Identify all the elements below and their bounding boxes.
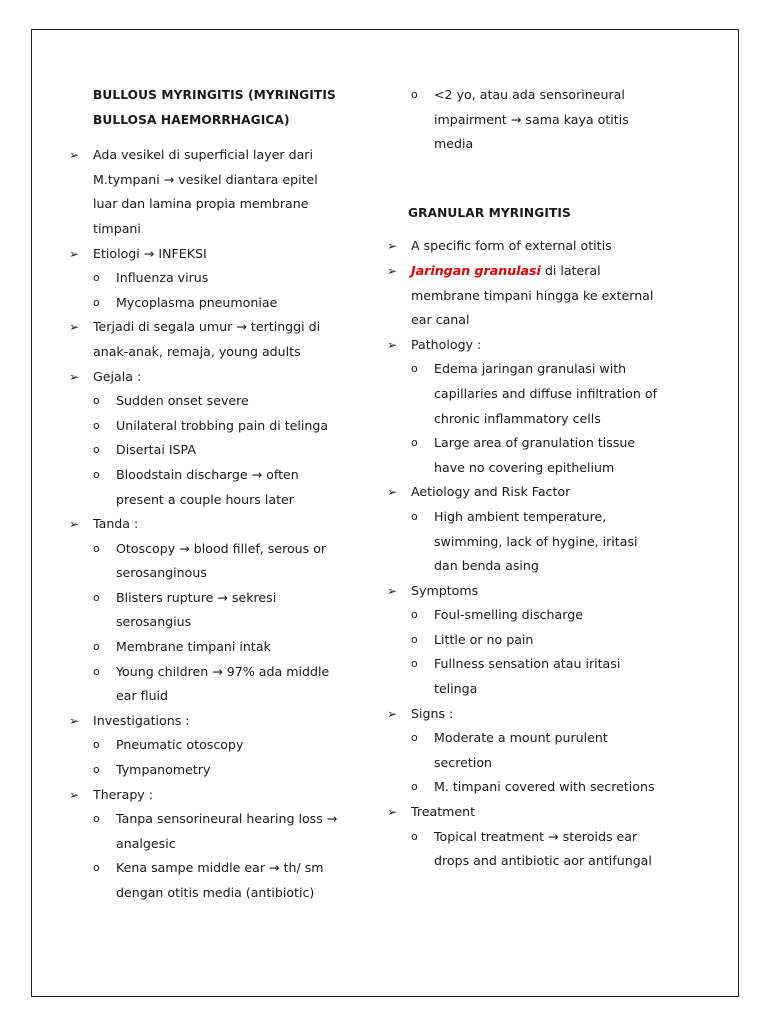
item-text-line: Bloodstain discharge → often [116,466,299,482]
arrow-bullet-icon: ➢ [69,148,80,163]
item-text-line: M.tympani → vesikel diantara epitel [93,171,318,187]
list-item [383,259,688,333]
sub-list-item [383,431,688,480]
circle-bullet-icon: o [411,509,418,523]
item-text-line: timpani [93,220,141,236]
item-text-line: <2 yo, atau ada sensorineural [434,87,625,102]
arrow-bullet-icon: ➢ [387,706,398,721]
sub-list-item [65,758,365,783]
sub-list-item [383,83,688,157]
list-item [383,480,688,505]
list-item [383,702,688,727]
item-text-line: dan benda asing [434,558,539,574]
item-text: di lateral [540,262,601,278]
item-text-line: dengan otitis media (antibiotic) [116,885,315,900]
item-text-line: chronic inflammatory cells [434,410,601,426]
item-text-line: Otoscopy → blood fillef, serous or [116,540,327,556]
arrow-bullet-icon: ➢ [69,713,80,728]
arrow-bullet-icon: ➢ [69,246,80,261]
list-item [383,579,688,604]
circle-bullet-icon: o [93,664,100,678]
circle-bullet-icon: o [411,362,418,376]
sub-list-item [65,733,365,758]
item-text-line: Tanpa sensorineural hearing loss → [116,811,338,827]
item-text-line: analgesic [116,835,176,851]
circle-bullet-icon: o [411,780,418,794]
heading-line: BULLOUS MYRINGITIS (MYRINGITIS [93,88,336,102]
circle-bullet-icon: o [93,861,100,875]
list-item [383,800,688,825]
bullet-list-continued [383,83,688,157]
sub-list-item [65,438,365,463]
list-item [65,143,365,241]
section-heading-granular-myringitis: GRANULAR MYRINGITIS [408,205,571,220]
item-text-line: Mycoplasma pneumoniae [116,294,278,310]
item-text-line: Pneumatic otoscopy [116,737,244,753]
sub-list-item [65,291,365,316]
circle-bullet-icon: o [93,640,100,654]
sub-list-item [65,586,365,635]
sub-list-item [65,463,365,512]
item-text-line: Kena sampe middle ear → th/ sm [116,860,324,876]
circle-bullet-icon: o [93,812,100,826]
sub-list-item [383,825,688,874]
arrow-bullet-icon: ➢ [69,369,80,384]
item-text-line: Pathology : [411,336,482,352]
arrow-bullet-icon: ➢ [387,805,398,820]
arrow-bullet-icon: ➢ [69,787,80,802]
circle-bullet-icon: o [411,829,418,843]
circle-bullet-icon: o [411,657,418,671]
item-text-line: Membrane timpani intak [116,639,271,655]
sub-list-item [383,652,688,701]
bullet-list [65,143,365,905]
item-text-line: M. timpani covered with secretions [434,779,655,795]
circle-bullet-icon: o [93,738,100,752]
item-text-line: serosangius [116,614,192,630]
circle-bullet-icon: o [93,443,100,457]
list-item [65,783,365,808]
item-text-line: Aetiology and Risk Factor [411,484,571,500]
item-text-line: have no covering epithelium [434,459,615,475]
sub-list-item [383,505,688,579]
arrow-bullet-icon: ➢ [69,517,80,532]
item-text-line: Young children → 97% ada middle [116,663,330,679]
circle-bullet-icon: o [411,436,418,450]
section-heading-bullous-myringitis [65,83,365,132]
bullet-list [383,234,688,873]
item-text-line: drops and antibiotic aor antifungal [434,853,652,869]
circle-bullet-icon: o [93,295,100,309]
arrow-bullet-icon: ➢ [387,337,398,352]
item-text-line: Large area of granulation tissue [434,435,636,451]
sub-list-item [383,726,688,775]
arrow-bullet-icon: ➢ [387,239,398,254]
item-text-line: capillaries and diffuse infiltration of [434,385,658,401]
item-text-line: Therapy : [93,786,154,802]
list-item [383,234,688,259]
circle-bullet-icon: o [411,731,418,745]
circle-bullet-icon: o [411,88,418,101]
sub-list-item [383,628,688,653]
item-text-line: Signs : [411,705,454,721]
sub-list-item [65,537,365,586]
item-text-line: Little or no pain [434,631,534,647]
sub-list-item [65,414,365,439]
list-item [65,315,365,364]
item-text-line: Foul-smelling discharge [434,607,583,623]
circle-bullet-icon: o [93,590,100,604]
circle-bullet-icon: o [93,394,100,408]
item-text-line [411,259,688,284]
circle-bullet-icon: o [93,418,100,432]
sub-list-item [65,635,365,660]
heading-line: BULLOSA HAEMORRHAGICA) [93,112,290,127]
arrow-bullet-icon: ➢ [387,485,398,500]
arrow-bullet-icon: ➢ [387,583,398,598]
sub-list-item [65,389,365,414]
list-item [65,512,365,537]
sub-list-item [383,603,688,628]
item-text-line: Investigations : [93,712,190,728]
item-text-line: Tanda : [93,516,139,532]
item-text-line: High ambient temperature, [434,508,607,524]
circle-bullet-icon: o [93,763,100,777]
item-text-line: Sudden onset severe [116,393,249,409]
list-item [383,333,688,358]
item-text-line: Disertai ISPA [116,442,196,458]
circle-bullet-icon: o [93,467,100,481]
left-column [65,83,365,906]
sub-list-item [65,266,365,291]
item-text-line: Ada vesikel di superficial layer dari [93,147,313,163]
item-text-line: present a couple hours later [116,491,294,507]
circle-bullet-icon: o [93,271,100,285]
arrow-bullet-icon: ➢ [387,263,398,278]
item-text-line: Symptoms [411,582,479,598]
item-text-line: ear canal [411,312,470,328]
circle-bullet-icon: o [93,541,100,555]
item-text-line: telinga [434,681,478,697]
circle-bullet-icon: o [411,608,418,622]
sub-list-item [383,775,688,800]
item-text-line: Influenza virus [116,270,209,286]
item-text-line: ear fluid [116,688,169,704]
item-text-line: Gejala : [93,368,142,384]
item-text-line: Blisters rupture → sekresi [116,589,277,605]
item-text-line: Topical treatment → steroids ear [434,828,638,844]
item-text-line: swimming, lack of hygine, iritasi [434,533,638,549]
sub-list-item [383,357,688,431]
item-text-line: secretion [434,754,493,770]
item-text-line: luar dan lamina propia membrane [93,196,309,212]
sub-list-item [65,807,365,856]
item-text-line: Treatment [411,804,476,820]
highlighted-term: Jaringan granulasi [411,262,541,278]
sub-list-item [65,660,365,709]
item-text-line: Fullness sensation atau iritasi [434,656,621,672]
sub-list-item [65,856,365,905]
item-text-line: membrane timpani hingga ke external [411,287,654,303]
item-text-line: media [434,136,474,152]
item-text-line: Terjadi di segala umur → tertinggi di [93,319,321,335]
item-text-line: impairment → sama kaya otitis [434,111,629,127]
item-text-line: Unilateral trobbing pain di telinga [116,417,329,433]
item-text-line: Moderate a mount purulent [434,730,608,746]
list-item [65,365,365,390]
item-text-line: Tympanometry [116,762,211,778]
item-text-line: A specific form of external otitis [411,238,612,254]
arrow-bullet-icon: ➢ [69,320,80,335]
right-column [383,83,688,874]
item-text-line: anak-anak, remaja, young adults [93,343,301,359]
item-text-line: Edema jaringan granulasi with [434,361,627,377]
item-text-line: serosanginous [116,565,207,581]
item-text-line: Etiologi → INFEKSI [93,245,207,261]
circle-bullet-icon: o [411,632,418,646]
list-item [65,242,365,267]
list-item [65,709,365,734]
